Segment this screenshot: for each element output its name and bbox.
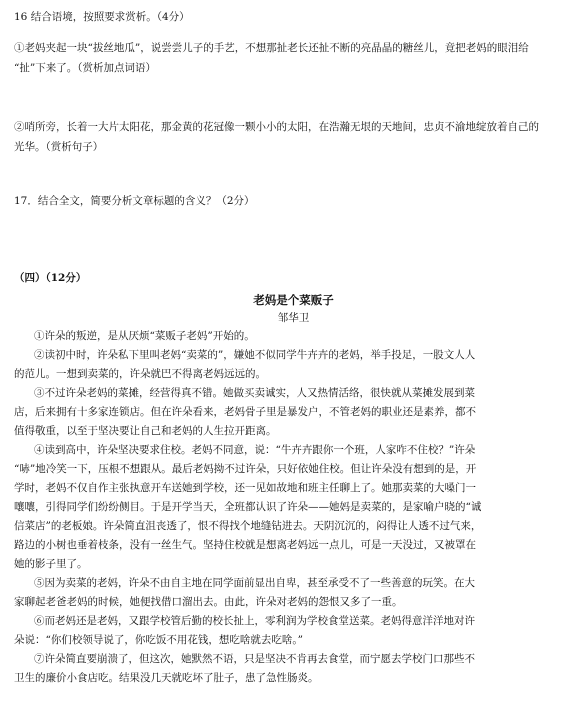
paragraph-4-line: “哧”地冷笑一下，压根不想跟从。最后老妈拗不过许朵，只好依她住校。但让许朵没有想到的是，开 bbox=[14, 463, 477, 475]
question-16-item-1-line-2: “扯”下来了。（赏析加点词语） bbox=[14, 62, 156, 74]
paragraph-3-line: ③不过许朵老妈的菜摊，经营得真不错。她做买卖诚实，人又热情活络，很快就从菜摊发展到菜 bbox=[34, 387, 475, 399]
paragraph-3-line: 店，后来拥有十多家连锁店。但在许朵看来，老妈骨子里是暴发户，不管老妈的职业还是素养，都不 bbox=[14, 406, 476, 418]
question-16-item-1-line-1: ①老妈夹起一块“拔丝地瓜”，说尝尝儿子的手艺，不想那扯老长还扯不断的亮晶晶的糖丝儿，竟把老妈的眼泪给 bbox=[14, 42, 529, 54]
article-author: 邹华卫 bbox=[277, 312, 310, 324]
paragraph-7-line: ⑦许朵简直要崩溃了，但这次，她默然不语，只是坚决不肯再去食堂，而宁愿去学校门口那些不 bbox=[34, 653, 475, 665]
paragraph-4-line: 嚷嚷，引得同学们纷纷侧目。于是开学当天，全班都认识了许朵——她妈是卖菜的，是家喻户晓的“诚 bbox=[14, 501, 482, 513]
paragraph-4-line: 学时，老妈不仅自作主张执意开车送她到学校，还一见如故地和班主任聊上了。她那卖菜的大嗓门一 bbox=[14, 482, 476, 494]
question-17: 17．结合全文，简要分析文章标题的含义？（2分） bbox=[14, 195, 255, 207]
paragraph-6-line: ⑥而老妈还是老妈，又跟学校管后勤的校长扯上，零利润为学校食堂送菜。老妈得意洋洋地对许 bbox=[34, 615, 475, 627]
paragraph-4-line: 信菜店”的老板娘。许朵简直沮丧透了，恨不得找个地缝钻进去。天阴沉沉的，闷得让人透不过气来， bbox=[14, 520, 482, 532]
question-16-item-2-line-2: 光华。（赏析句子） bbox=[14, 141, 104, 153]
paragraph-4-line: 路边的小树也垂着枝条，没有一丝生气。坚持住校就是想离老妈远一点儿，可是一天没过，又被罩在 bbox=[14, 539, 476, 551]
paragraph-7-line: 卫生的廉价小食店吃。结果没几天就吃坏了肚子，患了急性肠炎。 bbox=[14, 672, 319, 684]
paragraph-1-line: ①许朵的叛逆，是从厌烦“菜贩子老妈”开始的。 bbox=[34, 330, 255, 342]
paragraph-5-line: 家聊起老爸老妈的时候，她便找借口溜出去。由此，许朵对老妈的怨恨又多了一重。 bbox=[14, 596, 403, 608]
article-title: 老妈是个菜贩子 bbox=[253, 293, 334, 307]
paragraph-4-line: 她的影子里了。 bbox=[14, 558, 88, 570]
question-16-heading: 16 结合语境，按照要求赏析。（4分） bbox=[14, 11, 190, 23]
paragraph-2-line: ②读初中时，许朵私下里叫老妈“卖菜的”，嫌她不似同学牛卉卉的老妈，举手投足，一股文人人 bbox=[34, 349, 476, 361]
paragraph-2-line: 的范儿。一想到卖菜的，许朵就巴不得离老妈远远的。 bbox=[14, 368, 266, 380]
question-16-item-2-line-1: ②哨所旁，长着一大片太阳花，那金黄的花冠像一颗小小的太阳，在浩瀚无垠的天地间，忠贞不渝地绽放着自己的 bbox=[14, 121, 539, 133]
paragraph-5-line: ⑤因为卖菜的老妈，许朵不由自主地在同学面前显出自卑，甚至承受不了一些善意的玩笑。在大 bbox=[34, 577, 475, 589]
paragraph-4-line: ④读到高中，许朵坚决要求住校。老妈不同意，说：“牛卉卉跟你一个班，人家咋不住校？”许朵 bbox=[34, 444, 476, 456]
paragraph-6-line: 朵说：“你们校领导说了，你吃饭不用花钱，想吃啥就去吃啥。” bbox=[14, 634, 303, 646]
section-4-label: （四）（12分） bbox=[14, 272, 87, 284]
paragraph-3-line: 值得敬重，以至于坚决要让自己和老妈的人生拉开距离。 bbox=[14, 425, 277, 437]
